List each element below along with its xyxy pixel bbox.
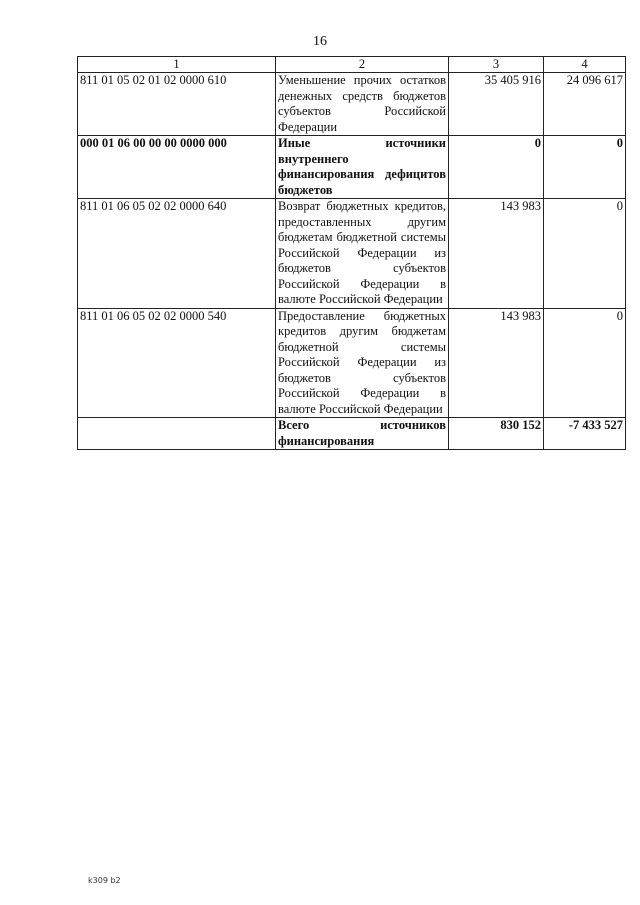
row-value-col3: 143 983 (449, 199, 544, 309)
footer-code: k309 b2 (88, 876, 121, 885)
table-row (78, 73, 626, 136)
row-name: Иные источники внутреннего финансирования дефицитов бюджетов (276, 136, 449, 199)
header-col-2: 2 (276, 57, 449, 73)
row-name: Уменьшение прочих остатков денежных средств бюджетов субъектов Российской Федерации (276, 73, 449, 136)
row-code: 811 01 06 05 02 02 0000 540 (78, 308, 276, 418)
header-col-3: 3 (449, 57, 544, 73)
row-name: Возврат бюджетных кредитов, предоставленных другим бюджетам бюджетной системы Российской Федерации из бюджетов субъектов Российской Федерации в валюте Российской Федерации (276, 199, 449, 309)
total-row (78, 418, 626, 450)
row-code: 811 01 05 02 01 02 0000 610 (78, 73, 276, 136)
row-value-col4: 24 096 617 (544, 73, 626, 136)
row-value-col3: 830 152 (449, 418, 544, 450)
row-name: Предоставление бюджетных кредитов другим бюджетам бюджетной системы Российской Федерации из бюджетов субъектов Российской Федерации в валюте Российской Федерации (276, 308, 449, 418)
table-row (78, 136, 626, 199)
header-col-4: 4 (544, 57, 626, 73)
sources-table (77, 56, 626, 450)
row-code: 811 01 06 05 02 02 0000 640 (78, 199, 276, 309)
row-value-col3: 0 (449, 136, 544, 199)
header-row (78, 57, 626, 73)
row-value-col4: 0 (544, 199, 626, 309)
table-row (78, 199, 626, 309)
row-value-col3: 143 983 (449, 308, 544, 418)
row-value-col4: 0 (544, 308, 626, 418)
row-name: Всего источников финансирования (276, 418, 449, 450)
table-row (78, 308, 626, 418)
row-value-col3: 35 405 916 (449, 73, 544, 136)
row-value-col4: 0 (544, 136, 626, 199)
page-number: 16 (313, 34, 327, 49)
header-col-1: 1 (78, 57, 276, 73)
row-code: 000 01 06 00 00 00 0000 000 (78, 136, 276, 199)
row-value-col4: -7 433 527 (544, 418, 626, 450)
row-code (78, 418, 276, 450)
